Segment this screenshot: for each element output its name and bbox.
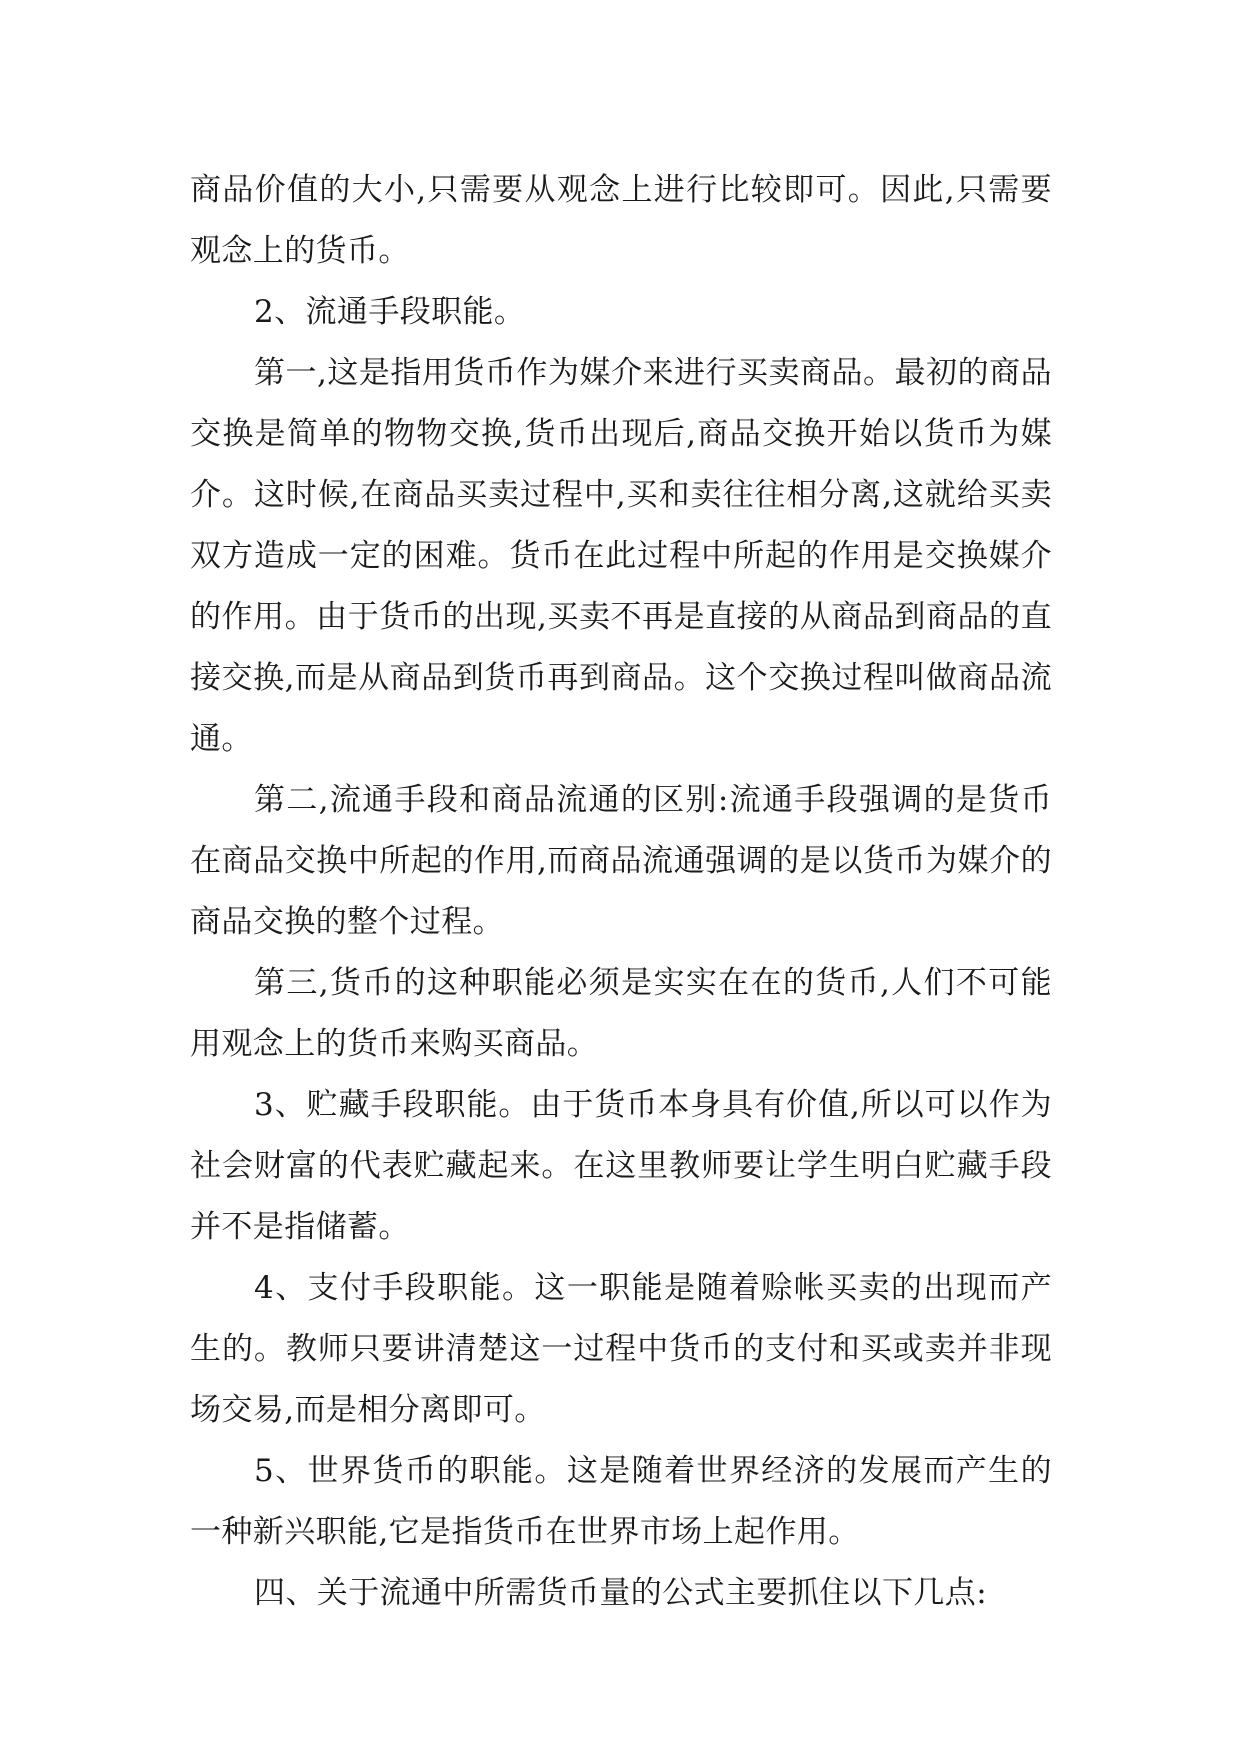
paragraph-circulation-heading: 2、流通手段职能。: [254, 294, 526, 330]
paragraph-world-money-function: 5、世界货币的职能。这是随着世界经济的发展而产生的一种新兴职能,它是指货币在世界市场上起作用。: [190, 1453, 1052, 1550]
paragraph-third-point: 第三,货币的这种职能必须是实实在在的货币,人们不可能用观念上的货币来购买商品。: [190, 965, 1052, 1062]
document-body: [190, 160, 1052, 1624]
paragraph-first-point: 第一,这是指用货币作为媒介来进行买卖商品。最初的商品交换是简单的物物交换,货币出现后,商品交换开始以货币为媒介。这时候,在商品买卖过程中,买和卖往往相分离,这就给买卖双方造成一定的困难。货币在此过程中所起的作用是交换媒介的作用。由于货币的出现,买卖不再是直接的从商品到商品的直接交换,而是从商品到货币再到商品。这个交换过程叫做商品流通。: [190, 355, 1052, 757]
paragraph-section-four-heading: 四、关于流通中所需货币量的公式主要抓住以下几点:: [254, 1575, 988, 1611]
paragraph-second-point: 第二,流通手段和商品流通的区别:流通手段强调的是货币在商品交换中所起的作用,而商品流通强调的是以货币为媒介的商品交换的整个过程。: [190, 782, 1052, 940]
paragraph-payment-function: 4、支付手段职能。这一职能是随着赊帐买卖的出现而产生的。教师只要讲清楚这一过程中货币的支付和买或卖并非现场交易,而是相分离即可。: [190, 1270, 1052, 1428]
paragraph-storage-function: 3、贮藏手段职能。由于货币本身具有价值,所以可以作为社会财富的代表贮藏起来。在这里教师要让学生明白贮藏手段并不是指储蓄。: [190, 1087, 1052, 1245]
paragraph-continuation: 商品价值的大小,只需要从观念上进行比较即可。因此,只需要观念上的货币。: [190, 172, 1052, 269]
